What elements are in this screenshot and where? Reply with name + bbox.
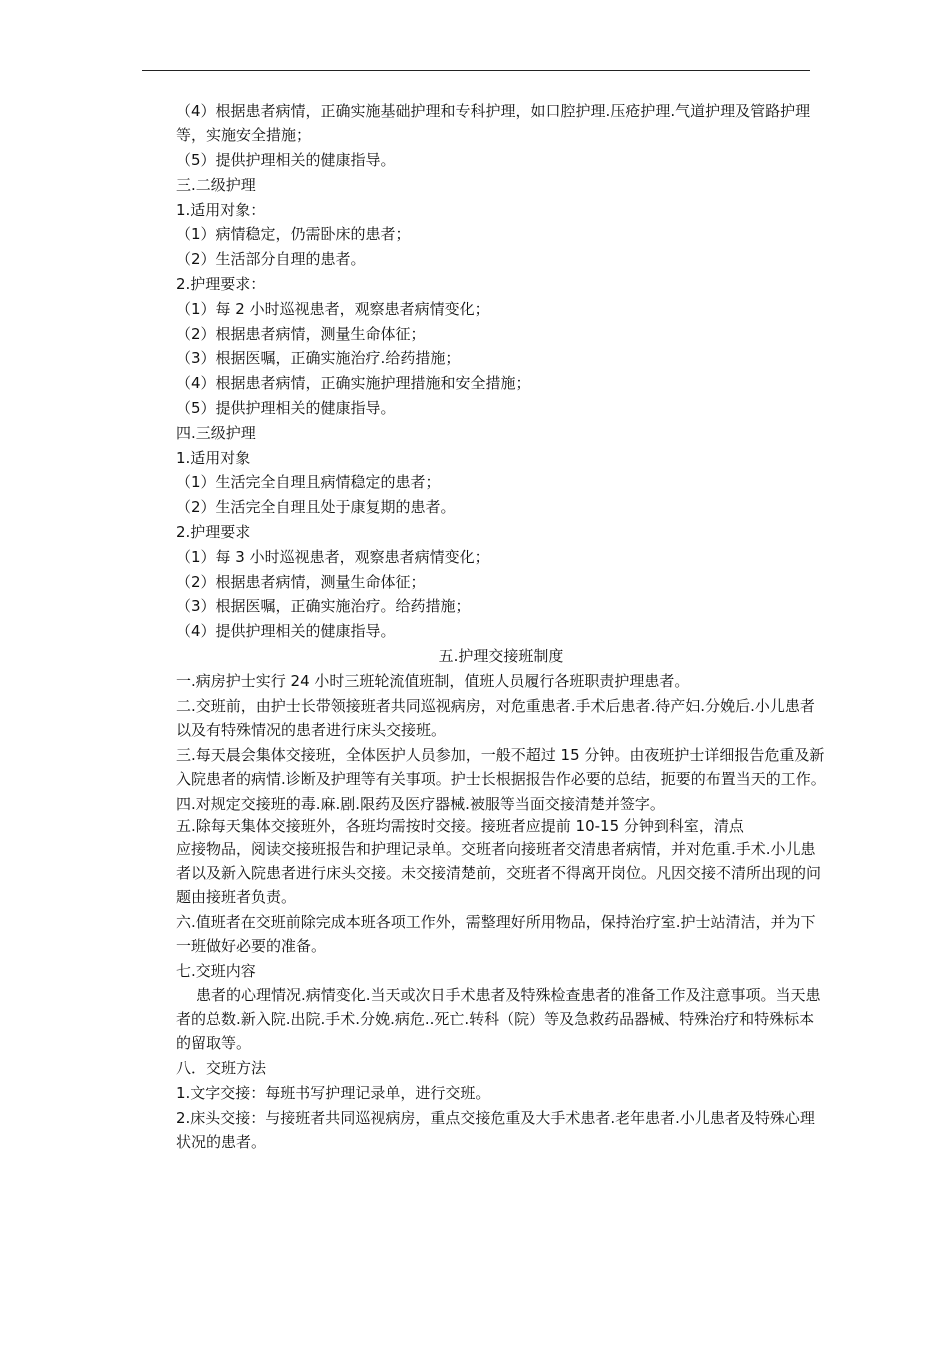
handover-para-5-first: 五.除每天集体交接班外，各班均需按时交接。接班者应提前 10-15 分钟到科室，清点 [176, 816, 744, 835]
handover-method-heading: 八．交班方法 [176, 1059, 267, 1078]
header-rule [142, 70, 810, 71]
handover-title: 五.护理交接班制度 [438, 646, 564, 665]
handover-para-3: 三.每天晨会集体交接班，全体医护人员参加，一般不超过 15 分钟。由夜班护士详细报告危重及新入院患者的病情.诊断及护理等有关事项。护士长根据报告作必要的总结，扼要的布置当天的工作。 [176, 745, 826, 788]
level2-req-heading: 2.护理要求： [176, 274, 266, 293]
level3-scope-heading: 1.适用对象 [176, 448, 251, 467]
handover-method-item: 2.床头交接：与接班者共同巡视病房，重点交接危重及大手术患者.老年患者.小儿患者及特殊心理状况的患者。 [176, 1108, 815, 1151]
basic-care-item-5: （5）提供护理相关的健康指导。 [176, 151, 396, 169]
handover-para-6: 六.值班者在交班前除完成本班各项工作外，需整理好所用物品，保持治疗室.护士站清洁，并为下一班做好必要的准备。 [176, 912, 816, 955]
level2-scope-heading: 1.适用对象： [176, 200, 266, 219]
handover-method-item: 1.文字交接：每班书写护理记录单，进行交班。 [176, 1084, 491, 1103]
level3-scope-item: （1）生活完全自理且病情稳定的患者； [176, 473, 441, 492]
level2-req-item: （3）根据医嘱，正确实施治疗.给药措施； [176, 349, 461, 368]
handover-content-text: 患者的心理情况.病情变化.当天或次日手术患者及特殊检查患者的准备工作及注意事项。当天患者的总数.新入院.出院.手术.分娩.病危..死亡.转科（院）等及急救药品器械、特殊治疗和特殊标本的留取等。 [176, 986, 821, 1053]
handover-para-4: 四.对规定交接班的毒.麻.剧.限药及医疗器械.被服等当面交接清楚并签字。 [176, 794, 665, 813]
handover-para-5-rest: 应接物品，阅读交接班报告和护理记录单。交班者向接班者交清患者病情，并对危重.手术.小儿患者以及新入院患者进行床头交接。未交接清楚前，交班者不得离开岗位。凡因交接不清所出现的问题由接班者负责。 [176, 839, 822, 906]
handover-para-1: 一.病房护士实行 24 小时三班轮流值班制，值班人员履行各班职责护理患者。 [176, 671, 690, 690]
basic-care-item-4: （4）根据患者病情，正确实施基础护理和专科护理，如口腔护理.压疮护理.气道护理及管路护理等，实施安全措施； [176, 102, 811, 144]
level3-scope-item: （2）生活完全自理且处于康复期的患者。 [176, 498, 456, 517]
document-body [176, 99, 826, 1155]
handover-content-heading: 七.交班内容 [176, 961, 256, 980]
level3-req-item: （3）根据医嘱，正确实施治疗。给药措施； [176, 597, 471, 616]
level3-heading: 四.三级护理 [176, 423, 256, 442]
level2-heading: 三.二级护理 [176, 175, 256, 194]
level2-scope-item: （1）病情稳定，仍需卧床的患者； [176, 225, 411, 244]
level3-req-item: （4）提供护理相关的健康指导。 [176, 622, 396, 641]
level2-scope-item: （2）生活部分自理的患者。 [176, 250, 366, 269]
level3-req-heading: 2.护理要求 [176, 522, 251, 541]
level3-req-item: （2）根据患者病情，测量生命体征； [176, 572, 426, 591]
level2-req-item: （4）根据患者病情，正确实施护理措施和安全措施； [176, 374, 531, 393]
level3-req-item: （1）每 3 小时巡视患者，观察患者病情变化； [176, 547, 490, 566]
level2-req-item: （2）根据患者病情，测量生命体征； [176, 324, 426, 343]
level2-req-item: （1）每 2 小时巡视患者，观察患者病情变化； [176, 299, 490, 318]
level2-req-item: （5）提供护理相关的健康指导。 [176, 398, 396, 417]
handover-para-2: 二.交班前，由护士长带领接班者共同巡视病房，对危重患者.手术后患者.待产妇.分娩后.小儿患者以及有特殊情况的患者进行床头交接班。 [176, 696, 815, 739]
